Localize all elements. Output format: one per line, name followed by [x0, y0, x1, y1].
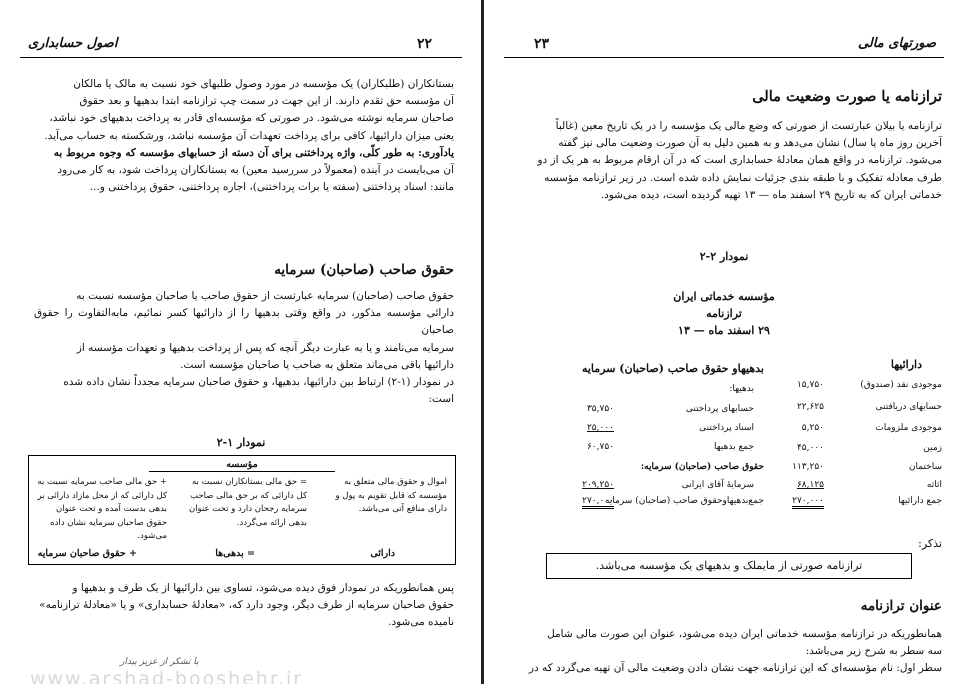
asset-value: ۴۵,۰۰۰: [796, 443, 824, 453]
diagram-col-equity: + حق مالی صاحب سرمایه نسبت به کل دارائی که از محل مازاد دارائی بر بدهی بدست آمده و تحت عنوان حقوق صاحبان سرمایه نشان داده می‌شود.: [37, 477, 167, 541]
asset-total-label: جمع دارائیها: [898, 496, 942, 506]
equity-label: سرمایهٔ آقای ایرانی: [681, 480, 754, 490]
liability-label: حسابهای پرداختنی: [685, 404, 754, 414]
asset-value: ۶۸,۱۲۵: [796, 480, 824, 490]
right-title-text: [512, 626, 942, 678]
asset-total-value: ۲۷۰,۰۰۰: [792, 496, 824, 509]
asset-label: موجودی نقد (صندوق): [860, 380, 942, 390]
left-page-header: [20, 36, 462, 58]
liability-value: ۲۵,۰۰۰: [586, 423, 614, 433]
equity-subheading: حقوق صاحب (صاحبان) سرمایه:: [640, 462, 764, 472]
asset-label: موجودی ملزومات: [875, 423, 942, 433]
liabilities-subheading: بدهیها:: [729, 384, 754, 394]
balance-sheet-heading: ترازنامه یا صورت وضعیت مالی: [752, 88, 942, 105]
text-line: صاحبان سرمایه نوشته می‌شود. در صورتی که مؤسسه‌ای قادر به پرداخت بدهیهای خود نباشد،: [49, 112, 454, 125]
liability-total-label: جمع بدهیها: [714, 442, 754, 452]
asset-value: ۱۱۳,۲۵۰: [792, 462, 824, 472]
liability-total-value: ۶۰,۷۵۰: [586, 442, 614, 452]
liabilities-equity-heading: بدهیهاو حقوق صاحب (صاحبان) سرمایه: [581, 362, 764, 375]
asset-label: حسابهای دریافتنی: [875, 402, 942, 412]
right-page-header: [504, 36, 944, 58]
grand-total-value: ۲۷۰,۰۰۰: [582, 496, 614, 509]
handwritten-signature: با تشکر از عزیز بیدار: [120, 657, 199, 667]
text-line: حقوق صاحب (صاحبان) سرمایه عبارتست از حقوق صاحب یا صاحبان مؤسسه نسبت به: [76, 290, 454, 302]
left-page-header-title: اصول حسابداری: [28, 36, 118, 51]
text-line: همانطوریکه در ترازنامه مؤسسه خدماتی ایران دیده می‌شود، عنوان این صورت مالی شامل: [547, 628, 942, 640]
text-line: حقوق صاحبان سرمایه از طرف دیگر، وجود دارد که، «معادلهٔ حسابداری» و یا «معادلهٔ ترازنامه»: [39, 599, 454, 612]
accounting-diagram: [28, 455, 456, 565]
right-page-number: ۲۳: [534, 36, 550, 52]
left-page-number: ۲۲: [416, 36, 432, 52]
left-outro-text: [34, 580, 454, 632]
grand-total-label: جمع‌بدهیهاوحقوق صاحب (صاحبان) سرمایه: [604, 496, 764, 506]
right-page-header-title: صورتهای مالی: [857, 36, 936, 51]
diagram-institution: مؤسسه: [226, 459, 258, 470]
diagram-title: نمودار ۱-۲: [216, 436, 266, 449]
text-line: خدماتی ایران که به تاریخ ۲۹ اسفند ماه — ۱۳ تهیه گردیده است، دیده می‌شود.: [600, 188, 942, 201]
text-line: یعنی میزان دارائیها، کافی برای پرداخت تعهدات آن مؤسسه نباشد، ورشکسته به حساب می‌آید.: [44, 129, 454, 142]
right-intro-text: [512, 118, 942, 204]
balance-sheet-figure-label: نمودار ۲-۲: [699, 250, 749, 263]
website-watermark: www.arshad-booshehr.ir: [30, 668, 304, 684]
equity-value: ۲۰۹,۲۵۰: [582, 480, 614, 490]
note-box: [546, 553, 912, 579]
text-line: دارائیها باقی می‌ماند متعلق به صاحب یا صاحبان مؤسسه است.: [180, 358, 454, 371]
text-line: پس همانطوریکه در نمودار فوق دیده می‌شود، تساوی بین دارائیها از یک طرف و بدهیها و: [72, 582, 454, 594]
diagram-foot-assets: دارائی: [370, 547, 395, 559]
text-line: در نمودار (۱-۲) ارتباط بین دارائیها، بدهیها، و حقوق صاحبان سرمایه مجدداً نشان داده شده: [63, 376, 454, 389]
left-intro-text: [34, 76, 454, 196]
diagram-divider: [149, 471, 335, 472]
balance-sheet-doc-title: ترازنامه: [706, 307, 742, 320]
liability-value: ۳۵,۷۵۰: [586, 404, 614, 414]
diagram-foot-liabilities: = بدهی‌ها: [215, 547, 255, 559]
diagram-col-assets: اموال و حقوق مالی متعلق به مؤسسه که قابل تقویم به پول و دارای منافع آتی می‌باشد.: [335, 477, 447, 514]
text-line: آن می‌بایست در آینده (معمولاً در سررسید معین) به بستانکاران پرداخت شود، به کار می‌رود: [57, 164, 454, 177]
asset-value: ۲۲,۶۲۵: [796, 402, 824, 412]
asset-label: ساختمان: [908, 462, 942, 472]
asset-value: ۵,۲۵۰: [801, 423, 824, 433]
balance-sheet-company: مؤسسه خدماتی ایران: [673, 290, 775, 303]
text-line: مانند: اسناد پرداختنی (سفته یا برات پرداختنی)، اجاره پرداختنی، حقوق پرداختنی و...: [89, 181, 454, 194]
text-line: طرف معادله تفکیک و با طبقه بندی جزئیات نمایش داده شده است. در زیر ترازنامه مؤسسه: [544, 171, 942, 184]
equity-heading: حقوق صاحب (صاحبان) سرمایه: [274, 262, 454, 278]
right-page: [484, 0, 964, 684]
text-line: بستانکاران (طلبکاران) یک مؤسسه در مورد وصول طلبهای خود نسبت به مالک یا مالکان: [73, 78, 454, 90]
liability-label: اسناد پرداختنی: [699, 423, 754, 433]
asset-label: اثاثه: [926, 480, 942, 490]
diagram-col-liabilities: = حق مالی بستانکاران نسبت به کل دارائی که بر حق مالی صاحب سرمایه رجحان دارد و تحت عنوان بدهی ارائه می‌گردد.: [188, 477, 307, 528]
text-line: سه سطر به شرح زیر می‌باشد:: [805, 645, 942, 658]
asset-label: زمین: [923, 443, 942, 453]
text-line: می‌شود. ترازنامه در واقع همان معادلهٔ حسابداری است که در آن ارقام مربوط به هر یک از دو: [537, 154, 942, 167]
text-line: سطر اول: نام مؤسسه‌ای که این ترازنامه جهت نشان دادن وضعیت مالی آن تهیه می‌گردد که در: [528, 662, 942, 675]
text-line: ترازنامه یا بیلان عبارتست از صورتی که وضع مالی یک مؤسسه را در یک تاریخ معین (غالباً: [555, 120, 942, 132]
note-text: ترازنامه صورتی از مایملک و بدهیهای یک مؤسسه می‌باشد.: [595, 559, 863, 572]
text-line: سرمایه می‌نامند و یا به عبارت دیگر آنچه که پس از پرداخت بدهیها و تعهدات مؤسسه از: [76, 341, 454, 354]
text-line: است:: [428, 393, 454, 406]
note-label: تذکر:: [918, 537, 942, 550]
text-line: یادآوری: به طور کلّی، واژه پرداختنی برای آن دسته از حسابهای مؤسسه که وجوه مربوط به: [53, 146, 454, 159]
asset-value: ۱۵,۷۵۰: [796, 380, 824, 390]
diagram-foot-equity: + حقوق صاحبان سرمایه: [37, 547, 137, 559]
text-line: آن مؤسسه حق تقدم دارند. از این جهت در سمت چپ ترازنامه ابتدا بدهیها و بعد حقوق: [79, 95, 454, 108]
title-heading: عنوان ترازنامه: [860, 598, 942, 614]
assets-heading: دارائیها: [890, 358, 922, 371]
balance-sheet-date: ۲۹ اسفند ماه — ۱۳: [678, 324, 770, 337]
text-line: دارائی مؤسسه مذکور، در واقع وقتی بدهیها را از دارائیها کسر نمائیم، مابه‌التفاوت را حقوق صاحبان: [34, 307, 454, 337]
text-line: نامیده می‌شود.: [388, 616, 454, 629]
text-line: آخرین روز ماه یا سال) نشان می‌دهد و به همین دلیل به آن صورت وضعیت مالی نیز گفته: [558, 137, 942, 150]
left-equity-text: [34, 288, 454, 408]
